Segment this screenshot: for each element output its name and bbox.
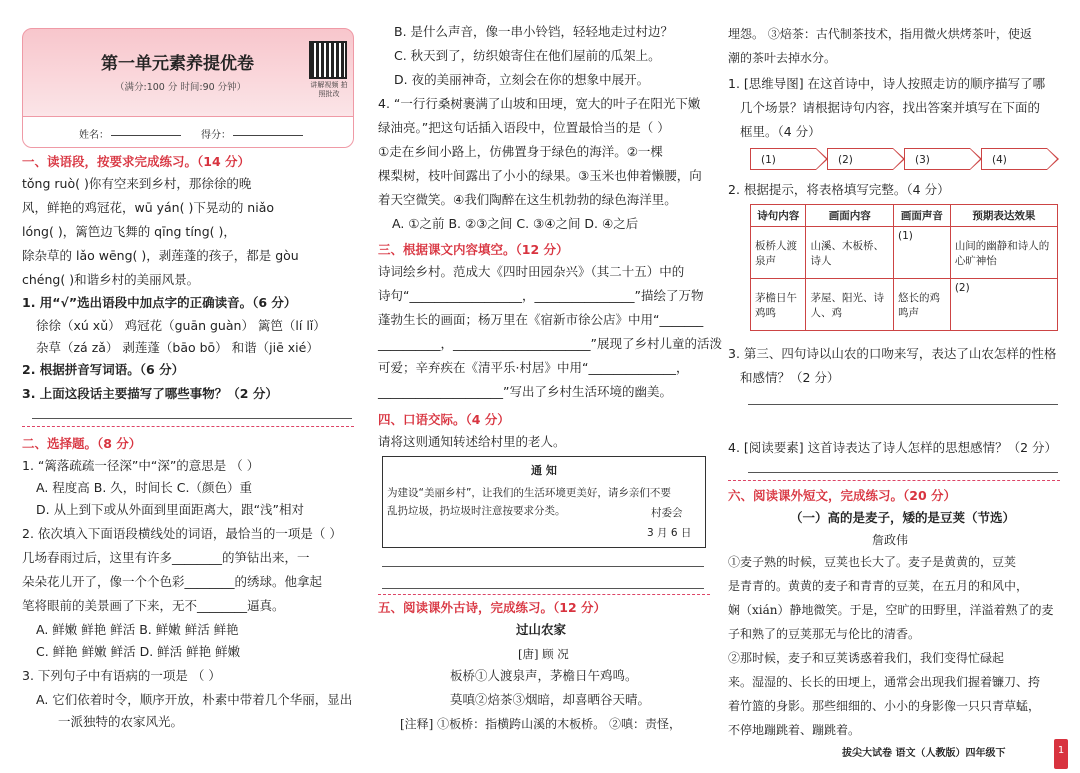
- question-5-3-cont: 和感情？（2 分）: [740, 370, 840, 385]
- question-2-1: 1. “篱落疏疏一径深”中“深”的意思是 （ ）: [22, 458, 260, 473]
- scene-box-2[interactable]: (2): [827, 148, 893, 170]
- question-1-3: 3. 上面这段话主要描写了哪些事物？（2 分）: [22, 386, 278, 401]
- passage-line: lóng( )，篱笆边飞舞的 qīng tíng( )，: [22, 224, 236, 239]
- fill-line[interactable]: 可爱；辛弃疾在《清平乐·村居》中用“______________，: [378, 360, 689, 375]
- score-field[interactable]: [233, 123, 303, 136]
- question-2-2: 2. 依次填入下面语段横线处的词语，最恰当的一项是（ ）: [22, 526, 342, 541]
- notice-box: [382, 456, 706, 548]
- notice-text: 为建设“美丽乡村”，让我们的生活环境更美好，请乡亲们不要: [387, 487, 671, 499]
- poem-line: 板桥①人渡泉声，茅檐日午鸡鸣。: [450, 668, 638, 683]
- table-header: 画面内容: [806, 205, 894, 227]
- article-line: ②那时候，麦子和豆荚诱惑着我们，我们变得忙碌起: [728, 651, 1005, 665]
- table-cell: 悠长的鸡鸣声: [893, 279, 950, 331]
- question-1-1: 1. 用“√”选出语段中加点字的正确读音。（6 分）: [22, 295, 297, 310]
- section-1-title: 一、读语段，按要求完成练习。（14 分）: [22, 154, 250, 169]
- options[interactable]: A. 程度高 B. 久，时间长 C.（颜色）重: [36, 480, 252, 495]
- scene-box-4[interactable]: (4): [981, 148, 1047, 170]
- table-row: [751, 279, 1058, 331]
- pinyin-options-b[interactable]: 杂草（zá zǎ） 剥莲蓬（bāo bō） 和谐（jiē xié）: [36, 340, 319, 355]
- poem-line: 莫嗔②焙茶③烟暗，却喜晒谷天晴。: [450, 692, 651, 707]
- passage-line: 几场春雨过后，这里有许多________的笋钻出来，一: [22, 550, 310, 565]
- answer-line[interactable]: [748, 472, 1058, 473]
- question-1-2: 2. 根据拼音写词语。（6 分）: [22, 362, 185, 377]
- notice-date: 3 月 6 日: [647, 527, 692, 539]
- article-line: 来。湿湿的、长长的田埂上，通常会出现我们握着镰刀、挎: [728, 675, 1041, 689]
- passage-line: 笔将眼前的美景画了下来，无不________逼真。: [22, 598, 285, 613]
- article-line: ①麦子熟的时候，豆荚也长大了。麦子是黄黄的，豆荚: [728, 555, 1017, 569]
- divider: [22, 426, 354, 427]
- options[interactable]: A. ①之前 B. ②③之间 C. ③④之间 D. ④之后: [392, 216, 639, 231]
- passage-line: 棵梨树，枝叶间露出了小小的绿果。③玉米也伸着懒腰，向: [378, 168, 702, 183]
- fill-line[interactable]: 诗句“__________________，________________”描绘了万物: [378, 288, 704, 303]
- section-6-title: 六、阅读课外短文，完成练习。（20 分）: [728, 488, 956, 503]
- passage-line: ①走在乡间小路上，仿佛置身于绿色的海洋。②一棵: [378, 144, 663, 159]
- name-field[interactable]: [111, 123, 181, 136]
- poem-author: [唐] 顾 况: [518, 647, 569, 661]
- article-line: 子和熟了的豆荚那无与伦比的清香。: [728, 627, 921, 641]
- question-2-4-cont: 绿油亮。”把这句话插入语段中，位置最恰当的是（ ）: [378, 120, 670, 135]
- article-line: 着竹篮的身影。那些细细的、小小的身影像一只只青草蜢，: [728, 699, 1041, 713]
- notice-text: 乱扔垃圾，扔垃圾时注意按要求分类。: [387, 505, 566, 517]
- answer-line[interactable]: [32, 418, 352, 419]
- passage-line: 风，鲜艳的鸡冠花，wū yán( )下晃动的 niǎo: [22, 200, 275, 215]
- score-label: 得分：: [201, 130, 231, 141]
- section-2-title: 二、选择题。（8 分）: [22, 436, 142, 451]
- question-2-4: 4. “一行行桑树裹满了山坡和田埂，宽大的叶子在阳光下嫩: [378, 96, 701, 111]
- table-row: [751, 227, 1058, 279]
- column-3: [728, 0, 1060, 773]
- exam-banner: [22, 28, 354, 148]
- section-5-title: 五、阅读课外古诗，完成练习。（12 分）: [378, 600, 606, 615]
- page-number: 1: [1054, 739, 1068, 769]
- poem-notes-cont: 埋怨。 ③焙茶：古代制茶技术，指用微火烘烤茶叶，使返: [728, 27, 1032, 41]
- options[interactable]: D. 从上到下或从外面到里面距离大，跟“浅”相对: [36, 502, 305, 517]
- table-header: 诗句内容: [751, 205, 806, 227]
- options[interactable]: C. 鲜艳 鲜嫩 鲜活 D. 鲜活 鲜艳 鲜嫩: [36, 644, 241, 659]
- fill-line[interactable]: 蓬勃生长的画面；杨万里在《宿新市徐公店》中用“_______: [378, 312, 704, 327]
- article-line: 是青青的。黄黄的麦子和青青的豆荚，在五月的和风中，: [728, 579, 1029, 593]
- table-cell: 山间的幽静和诗人的心旷神怡: [950, 227, 1057, 279]
- table-cell: 茅屋、阳光、诗人、鸡: [806, 279, 894, 331]
- article-author: 詹政伟: [872, 533, 909, 547]
- instruction: 请将这则通知转述给村里的老人。: [378, 434, 566, 449]
- options[interactable]: A. 它们依着时令，顺序开放，朴素中带着几个华丽，显出: [36, 692, 353, 707]
- fill-line[interactable]: __________，______________________”展现了乡村儿童的活泼: [378, 336, 722, 351]
- options[interactable]: C. 秋天到了，纺织娘寄住在他们屋前的瓜架上。: [394, 48, 661, 63]
- page-footer: 拔尖大试卷 语文（人教版）四年级下: [842, 748, 1006, 759]
- qr-label: 讲解视频 拍照批改: [310, 81, 348, 98]
- passage-line: 朵朵花儿开了，像一个个色彩________的绣球。他拿起: [22, 574, 323, 589]
- question-5-4: 4. [阅读要素] 这首诗表达了诗人怎样的思想感情？（2 分）: [728, 440, 1058, 455]
- article-line: 娴（xián）静地微笑。于是，空旷的田野里，洋溢着熟了的麦: [728, 603, 1054, 617]
- exam-meta: （满分:100 分 时间:90 分钟）: [115, 82, 247, 93]
- scene-box-1[interactable]: (1): [750, 148, 816, 170]
- poem-notes: [注释] ①板桥：指横跨山溪的木板桥。 ②嗔：责怪，: [400, 717, 681, 731]
- question-5-1-cont: 框里。（4 分）: [740, 124, 821, 139]
- passage-line: 着天空微笑。④我们陶醉在这生机勃勃的绿色海洋里。: [378, 192, 677, 207]
- passage-line: chéng( )和谐乡村的美丽风景。: [22, 272, 200, 287]
- scene-box-3[interactable]: (3): [904, 148, 970, 170]
- table-cell-blank[interactable]: (1): [893, 227, 950, 279]
- notice-title: 通 知: [531, 464, 557, 477]
- column-2: [378, 0, 722, 773]
- divider: [378, 594, 710, 595]
- answer-line[interactable]: [382, 588, 704, 589]
- answer-line[interactable]: [382, 566, 704, 567]
- poem-title: 过山农家: [516, 622, 567, 637]
- question-5-1: 1. [思维导图] 在这首诗中，诗人按照走访的顺序描写了哪: [728, 76, 1046, 91]
- section-4-title: 四、口语交际。（4 分）: [378, 412, 510, 427]
- column-1: [22, 0, 354, 773]
- question-5-1-cont: 几个场景？请根据诗句内容，找出答案并填写在下面的: [740, 100, 1041, 115]
- table-header: 预期表达效果: [950, 205, 1057, 227]
- table-cell: 板桥人渡泉声: [751, 227, 806, 279]
- article-title: （一）高的是麦子，矮的是豆荚（节选）: [790, 510, 1016, 525]
- article-line: 不停地蹦跳着、蹦跳着。: [728, 723, 861, 737]
- answer-line[interactable]: [748, 404, 1058, 405]
- question-5-2: 2. 根据提示，将表格填写完整。（4 分）: [728, 182, 950, 197]
- table-cell: 山溪、木板桥、诗人: [806, 227, 894, 279]
- table-header: 画面声音: [893, 205, 950, 227]
- qr-code-icon[interactable]: [309, 41, 347, 79]
- table-cell: 茅檐日午鸡鸣: [751, 279, 806, 331]
- divider: [728, 480, 1060, 481]
- passage-line: 除杂草的 lǎo wēng( )，剥莲蓬的孩子，都是 gòu: [22, 248, 299, 263]
- pinyin-options-a[interactable]: 徐徐（xú xǔ） 鸡冠花（guān guàn） 篱笆（lí lǐ）: [36, 318, 326, 333]
- question-2-3: 3. 下列句子中有语病的一项是 （ ）: [22, 668, 221, 683]
- options[interactable]: D. 夜的美丽神奇，立刻会在你的想象中展开。: [394, 72, 650, 87]
- options[interactable]: 一派独特的农家风光。: [58, 714, 184, 729]
- table-cell-blank[interactable]: (2): [950, 279, 1057, 331]
- fill-line[interactable]: ____________________”写出了乡村生活环境的幽美。: [378, 384, 672, 399]
- notice-sign: 村委会: [651, 507, 683, 519]
- section-3-title: 三、根据课文内容填空。（12 分）: [378, 242, 569, 257]
- options[interactable]: B. 是什么声音，像一串小铃铛，轻轻地走过村边？: [394, 24, 674, 39]
- options[interactable]: A. 鲜嫩 鲜艳 鲜活 B. 鲜嫩 鲜活 鲜艳: [36, 622, 239, 637]
- name-label: 姓名：: [79, 130, 109, 141]
- question-5-3: 3. 第三、四句诗以山农的口吻来写，表达了山农怎样的性格: [728, 346, 1057, 361]
- name-score-bar: [23, 116, 353, 147]
- fill-line: 诗词绘乡村。范成大《四时田园杂兴》（其二十五）中的: [378, 264, 685, 279]
- exam-title: 第一单元素养提优卷: [101, 54, 254, 74]
- poem-notes-cont: 潮的茶叶去掉水分。: [728, 51, 837, 65]
- poem-table: [750, 204, 1058, 331]
- passage-line: tǒng ruò( )你有空来到乡村，那徐徐的晚: [22, 176, 252, 191]
